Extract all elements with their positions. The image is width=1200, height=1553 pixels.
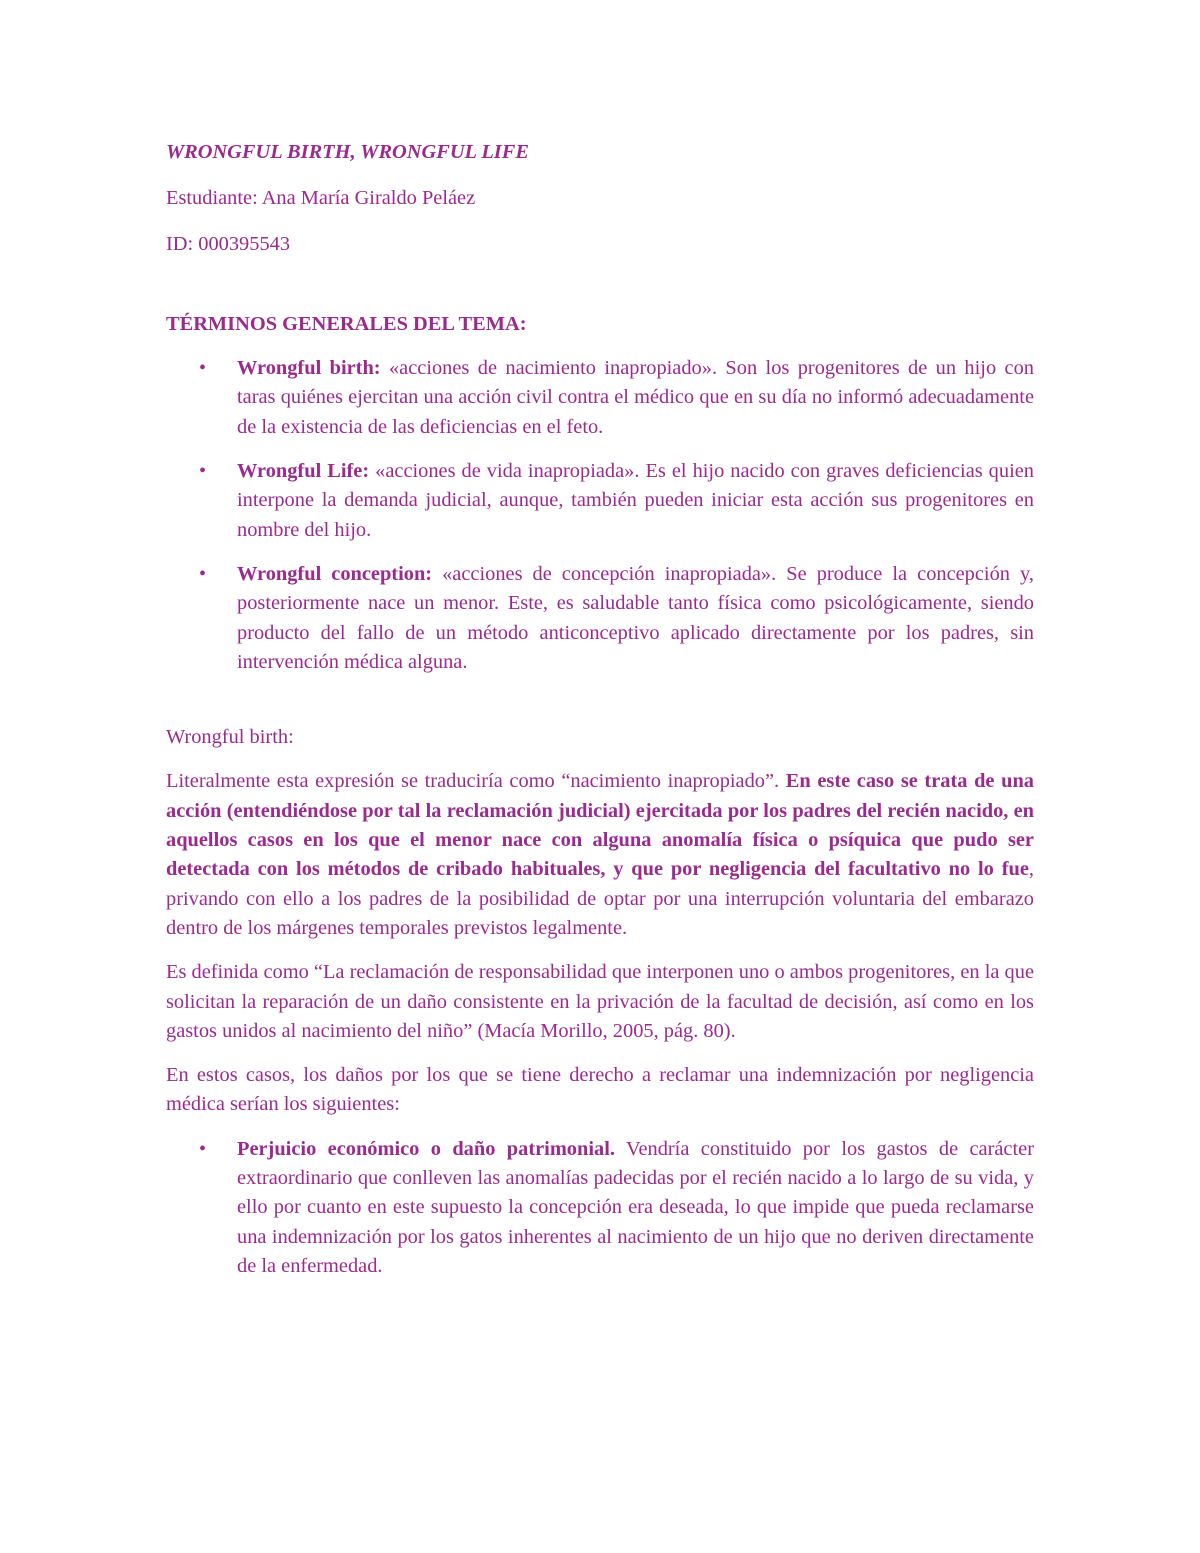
term-definition: «acciones de nacimiento inapropiado». Son los progenitores de un hijo con taras quiénes ejercitan una acción civil contra el médico que en su día no informó adecuadamente de la existencia de las deficiencias en el feto. bbox=[237, 357, 1034, 438]
term-label: Perjuicio económico o daño patrimonial. bbox=[237, 1137, 615, 1160]
term-label: Wrongful Life: bbox=[237, 460, 370, 483]
bullet-icon: • bbox=[199, 460, 207, 483]
section-heading: TÉRMINOS GENERALES DEL TEMA: bbox=[166, 312, 527, 335]
paragraph-bold-text: En este caso se trata de una acción (entendiéndose por tal la reclamación judicial) ejercitada por los padres del recién nacido, en aquellos casos en los que el menor nace con alguna anomalía física o psíquica que pudo ser detectada con los métodos de cribado habituales, y que por negligencia del facultativo no lo fue bbox=[166, 770, 1034, 881]
paragraph-quote: Es definida como “La reclamación de responsabilidad que interponen uno o ambos progenitores, en la que solicitan la reparación de un daño consistente en la privación de la facultad de decisión, así como en los gastos unidos al nacimiento del niño” (Macía Morillo, 2005, pág. 80). bbox=[166, 961, 1034, 1042]
term-label: Wrongful conception: bbox=[237, 562, 433, 585]
document-title: WRONGFUL BIRTH, WRONGFUL LIFE bbox=[166, 141, 529, 163]
paragraph-definition bbox=[166, 767, 1034, 943]
term-definition: «acciones de vida inapropiada». Es el hijo nacido con graves deficiencias quien interpone la demanda judicial, aunque, también pueden iniciar esta acción sus progenitores en nombre del hijo. bbox=[237, 460, 1034, 541]
paragraph-text: , privando con ello a los padres de la posibilidad de optar por una interrupción voluntaria del embarazo dentro de los márgenes temporales previstos legalmente. bbox=[166, 858, 1034, 939]
paragraph-damages-intro: En estos casos, los daños por los que se tiene derecho a reclamar una indemnización por negligencia médica serían los siguientes: bbox=[166, 1064, 1034, 1116]
subheading: Wrongful birth: bbox=[166, 726, 294, 749]
bullet-icon: • bbox=[199, 562, 207, 585]
list-item bbox=[166, 1135, 1034, 1281]
terms-list bbox=[166, 354, 1034, 677]
student-id: ID: 000395543 bbox=[166, 232, 291, 255]
term-definition: Vendría constituido por los gastos de carácter extraordinario que conlleven las anomalías padecidas por el recién nacido a lo largo de su vida, y ello por cuanto en este supuesto la concepción era deseada, lo que impide que pueda reclamarse una indemnización por los gatos inherentes al nacimiento de un hijo que no deriven directamente de la enfermedad. bbox=[237, 1137, 1034, 1277]
document-body bbox=[166, 138, 1034, 1296]
bullet-icon: • bbox=[199, 1137, 207, 1160]
list-item bbox=[166, 457, 1034, 545]
term-definition: «acciones de concepción inapropiada». Se produce la concepción y, posteriormente nace un menor. Este, es saludable tanto física como psicológicamente, siendo producto del fallo de un método anticonceptivo aplicado directamente por los padres, sin intervención médica alguna. bbox=[237, 562, 1034, 673]
bullet-icon: • bbox=[199, 357, 207, 380]
term-label: Wrongful birth: bbox=[237, 357, 381, 380]
list-item bbox=[166, 560, 1034, 677]
paragraph-text: Literalmente esta expresión se traduciría como “nacimiento inapropiado”. bbox=[166, 770, 786, 793]
list-item bbox=[166, 354, 1034, 442]
student-name: Estudiante: Ana María Giraldo Peláez bbox=[166, 187, 476, 210]
damages-list bbox=[166, 1135, 1034, 1281]
